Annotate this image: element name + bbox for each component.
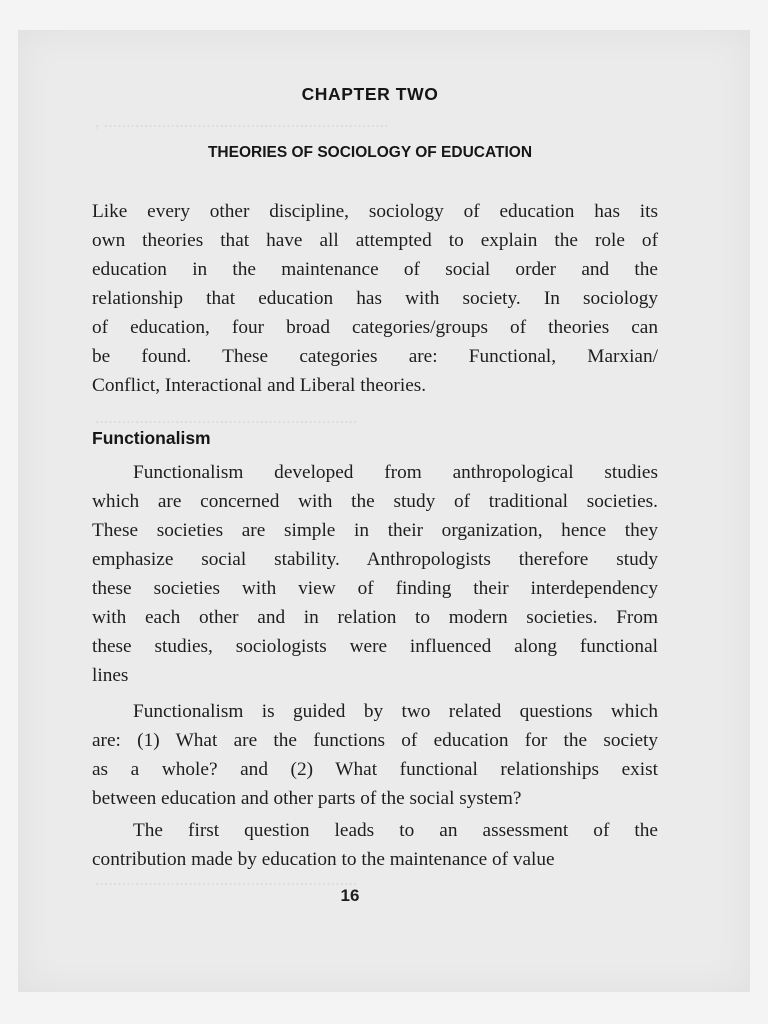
text-line: relationship that education has with society. In sociology [92, 288, 658, 309]
text-line: as a whole? and (2) What functional relationships exist [92, 759, 658, 780]
paragraph-1 [92, 458, 658, 690]
text-line: Functionalism is guided by two related questions which [133, 701, 658, 722]
paragraph-2 [92, 697, 658, 813]
text-line: between education and other parts of the social system? [92, 788, 522, 809]
text-line: education in the maintenance of social order and the [92, 259, 658, 280]
text-line: Conflict, Interactional and Liberal theories. [92, 375, 427, 396]
text-line: The first question leads to an assessment of the [133, 820, 658, 841]
text-line: own theories that have all attempted to explain the role of [92, 230, 658, 251]
text-line: be found. These categories are: Functional, Marxian/ [92, 346, 658, 367]
text-line: emphasize social stability. Anthropologists therefore study [92, 549, 658, 570]
chapter-label: CHAPTER TWO [301, 84, 439, 104]
show-through-text: ........................................................... [95, 408, 358, 427]
text-line: These societies are simple in their organization, hence they [92, 520, 658, 541]
chapter-title: THEORIES OF SOCIOLOGY OF EDUCATION [207, 144, 533, 161]
text-line: lines [92, 665, 129, 686]
text-line: are: (1) What are the functions of education for the society [92, 730, 658, 751]
show-through-text: ........................................................... [95, 870, 358, 889]
text-line: Like every other discipline, sociology of education has its [92, 201, 658, 222]
page-number: 16 [340, 886, 360, 905]
text-line: with each other and in relation to modern societies. From [92, 607, 658, 628]
text-line: which are concerned with the study of traditional societies. [92, 491, 658, 512]
text-line: contribution made by education to the maintenance of value [92, 849, 555, 870]
text-line: these studies, sociologists were influenced along functional [92, 636, 658, 657]
text-line: these societies with view of finding their interdependency [92, 578, 658, 599]
section-heading: Functionalism [92, 428, 211, 448]
paragraph-3 [92, 816, 658, 874]
intro-paragraph [92, 197, 658, 400]
text-line: of education, four broad categories/groups of theories can [92, 317, 658, 338]
show-through-text: , ................................................................ [95, 112, 389, 131]
text-line: Functionalism developed from anthropological studies [133, 462, 658, 483]
